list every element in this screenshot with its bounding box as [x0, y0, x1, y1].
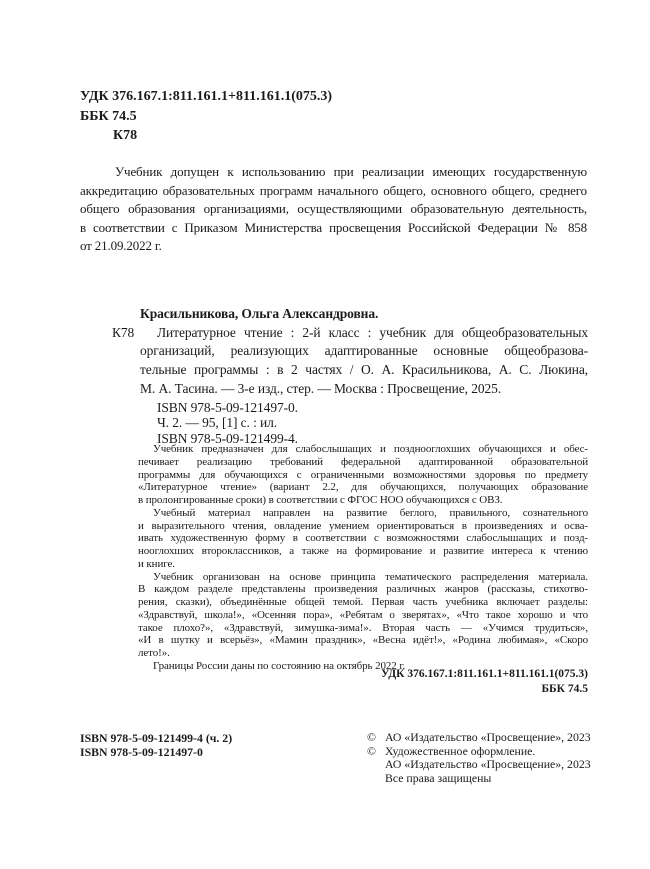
- text-line: и выразительного чтения, овладение умением ориентироваться в произведениях и осва-: [138, 519, 588, 532]
- text-line: от 21.09.2022 г.: [80, 238, 162, 254]
- top-codes-block: [80, 87, 332, 146]
- copyright-line: [367, 758, 591, 772]
- text-line: аккредитацию образовательных программ начального общего, основного общего, среднего: [80, 182, 587, 198]
- text-line: «Здравствуй, школа!», «Осенняя пора», «Ребятам о зверятах», «Что такое хорошо и что: [138, 608, 588, 621]
- text-line: лето!».: [138, 647, 170, 659]
- biblio-catalog-code: К78: [112, 324, 135, 340]
- text-line: в соответствии с Приказом Министерства просвещения Российской Федерации № 858: [80, 219, 587, 235]
- copyright-line: [367, 772, 591, 786]
- text-line: в пролонгированные сроки) в соответствии с ФГОС НОО обучающихся с ОВЗ.: [138, 494, 503, 506]
- biblio-text: [140, 324, 588, 399]
- copyright-text: АО «Издательство «Просвещение», 2023: [385, 730, 591, 744]
- text-line: «Литературное чтение» (вариант 2.2, для обучающихся, получающих образование: [138, 481, 588, 494]
- text-line: В каждом разделе представлены произведения различных жанров (рассказы, стихотво-: [138, 583, 588, 596]
- copyright-text: Все права защищены: [385, 770, 492, 785]
- annotation-paragraph: [138, 507, 588, 571]
- text-line: ISBN 978-5-09-121497-0.: [157, 399, 298, 415]
- copyright-symbol: [367, 772, 385, 786]
- bibliographic-record: [112, 305, 588, 447]
- text-line: рения, сказки), объединённые общей темой. Первая часть учебника включает разделы:: [138, 596, 588, 608]
- text-line: Литературное чтение : 2-й класс : учебник для общеобразовательных: [157, 324, 588, 340]
- text-line: ивать художественную форму в соответствии с возможностями слабослышащих и позд-: [138, 532, 588, 545]
- copyright-text: АО «Издательство «Просвещение», 2023: [385, 757, 591, 772]
- text-line: организаций, реализующих адаптированные основные общеобразова-: [140, 343, 588, 359]
- text-line: ISBN 978-5-09-121499-4.: [157, 431, 298, 447]
- copyright-symbol: [367, 758, 385, 772]
- bottom-codes-block: [80, 667, 588, 696]
- text-line: ISBN 978-5-09-121497-0: [80, 744, 203, 759]
- copyright-symbol: ©: [367, 730, 376, 744]
- text-line: ISBN 978-5-09-121499-4 (ч. 2): [80, 731, 233, 745]
- text-line: тельные программы : в 2 частях / О. А. Красильникова, А. С. Люкина,: [140, 362, 588, 378]
- isbn-block: [157, 400, 588, 447]
- copyright-line: [367, 731, 591, 745]
- text-line: печивает реализацию требований федеральной адаптированной образовательной: [138, 455, 588, 468]
- annotation-paragraph: [138, 571, 588, 660]
- author-name: Красильникова, Ольга Александровна.: [140, 306, 379, 321]
- udk-line: УДК 376.167.1:811.161.1+811.161.1(075.3): [80, 89, 333, 104]
- copyright-block: [367, 731, 591, 785]
- bbk-line: ББК 74.5: [80, 108, 137, 124]
- bbk-line-bottom: ББК 74.5: [541, 682, 588, 695]
- text-line: Учебник организован на основе принципа тематического распределения материала.: [153, 570, 588, 583]
- text-line: такое плохо?», «Здравствуй, зимушка-зима!». Вторая часть — «Учимся трудиться»,: [138, 621, 588, 634]
- catalog-code: К78: [113, 128, 138, 143]
- text-line: и книге.: [138, 557, 175, 570]
- footer-isbn-block: [80, 732, 232, 759]
- text-line: Учебный материал направлен на развитие беглого, правильного, сознательного: [153, 506, 588, 519]
- copyright-text: Художественное оформление.: [385, 743, 536, 758]
- text-line: «И в шутку и всерьёз», «Мамин праздник», «Весна идёт!», «Родина любимая», «Скоро: [138, 634, 588, 647]
- text-line: М. А. Тасина. — 3-е изд., стер. — Москва : Просвещение, 2025.: [140, 380, 502, 396]
- annotation-paragraph: [138, 443, 588, 507]
- annotation-block: [138, 443, 588, 673]
- text-line: нооглохших второклассников, а также на формирование и развитие интереса к чтению: [138, 545, 588, 557]
- copyright-line: [367, 745, 591, 759]
- copyright-symbol: ©: [367, 743, 376, 758]
- udk-line-bottom: УДК 376.167.1:811.161.1+811.161.1(075.3): [380, 668, 588, 680]
- biblio-entry: [112, 324, 588, 399]
- text-line: Границы России даны по состоянию на октябрь 2022 г.: [153, 659, 406, 672]
- text-line: программы для обучающихся с ограниченными возможностями здоровья по предмету: [138, 468, 588, 481]
- text-line: Учебник допущен к использованию при реализации имеющих государственную: [115, 164, 587, 179]
- text-line: Учебник предназначен для слабослышащих и позднооглохших обучающихся и обес-: [153, 443, 588, 455]
- accreditation-paragraph: [80, 163, 587, 256]
- text-line: общего образования организациями, осуществляющими образовательную деятельность,: [80, 201, 587, 217]
- text-line: Ч. 2. — 95, [1] с. : ил.: [157, 415, 278, 431]
